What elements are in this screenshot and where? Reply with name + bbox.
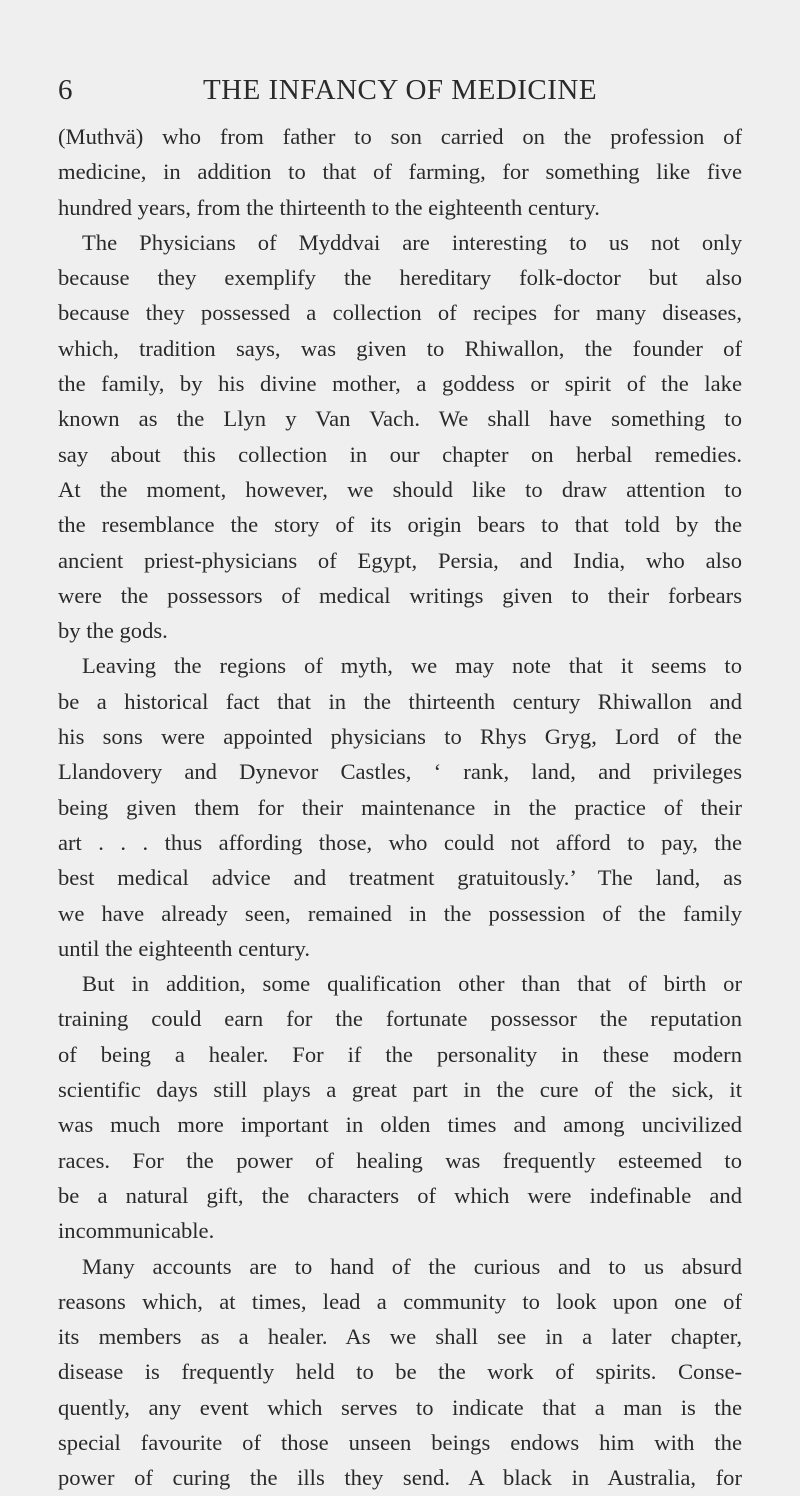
text-line: say about this collection in our chapter on herbal remedies.	[58, 441, 742, 467]
text-line: training could earn for the fortunate possessor the reputation	[58, 1006, 742, 1032]
text-line: his sons were appointed physicians to Rhys Gryg, Lord of the	[58, 724, 742, 750]
text-line: quently, any event which serves to indicate that a man is the	[58, 1394, 742, 1420]
text-line: Many accounts are to hand of the curious and to us absurd	[82, 1253, 742, 1279]
text-line: But in addition, some qualification other than that of birth or	[82, 971, 742, 997]
text-line: scientific days still plays a great part in the cure of the sick, it	[58, 1077, 742, 1103]
text-line: be a natural gift, the characters of which were indefinable and	[58, 1182, 742, 1208]
text-line: Leaving the regions of myth, we may note that it seems to	[82, 653, 742, 679]
text-line: be a historical fact that in the thirteenth century Rhiwallon and	[58, 688, 742, 714]
text-line: were the possessors of medical writings given to their forbears	[58, 582, 742, 608]
text-line: Llandovery and Dynevor Castles, ‘ rank, land, and privileges	[58, 759, 742, 785]
text-line: its members as a healer. As we shall see in a later chapter,	[58, 1324, 742, 1350]
text-line: the family, by his divine mother, a goddess or spirit of the lake	[58, 371, 742, 397]
text-line: special favourite of those unseen beings endows him with the	[58, 1429, 742, 1455]
text-line: until the eighteenth century.	[58, 935, 311, 961]
text-line: races. For the power of healing was frequently esteemed to	[58, 1147, 742, 1173]
text-line: known as the Llyn y Van Vach. We shall have something to	[58, 406, 742, 432]
body-text	[58, 119, 742, 1496]
text-line: because they possessed a collection of recipes for many diseases,	[58, 300, 742, 326]
text-line: disease is frequently held to be the work of spirits. Conse-	[58, 1359, 742, 1385]
text-line: art . . . thus affording those, who could not afford to pay, the	[58, 829, 742, 855]
text-line: we have already seen, remained in the possession of the family	[58, 900, 742, 926]
text-line: by the gods.	[58, 618, 168, 644]
text-line: At the moment, however, we should like to draw attention to	[58, 476, 742, 502]
text-line: (Muthvä) who from father to son carried on the profession of	[58, 124, 742, 149]
text-line: was much more important in olden times and among uncivilized	[58, 1112, 742, 1138]
page-number: 6	[58, 74, 73, 106]
text-line: hundred years, from the thirteenth to the eighteenth century.	[58, 194, 600, 220]
text-line: which, tradition says, was given to Rhiwallon, the founder of	[58, 335, 742, 361]
text-line: medicine, in addition to that of farming, for something like five	[58, 159, 742, 185]
text-line: ancient priest-physicians of Egypt, Persia, and India, who also	[58, 547, 742, 573]
running-title: THE INFANCY OF MEDICINE	[202, 74, 598, 106]
text-line: reasons which, at times, lead a community to look upon one of	[58, 1288, 742, 1314]
running-head	[58, 74, 742, 114]
text-line: incommunicable.	[58, 1218, 215, 1244]
text-line: best medical advice and treatment gratuitously.’ The land, as	[58, 865, 742, 891]
text-line: of being a healer. For if the personality in these modern	[58, 1041, 742, 1067]
text-line: being given them for their maintenance in the practice of their	[58, 794, 742, 820]
text-line: because they exemplify the hereditary folk-doctor but also	[58, 265, 742, 291]
text-line: The Physicians of Myddvai are interesting to us not only	[82, 229, 742, 255]
text-line: power of curing the ills they send. A black in Australia, for	[58, 1465, 742, 1491]
text-line: the resemblance the story of its origin bears to that told by the	[58, 512, 742, 538]
